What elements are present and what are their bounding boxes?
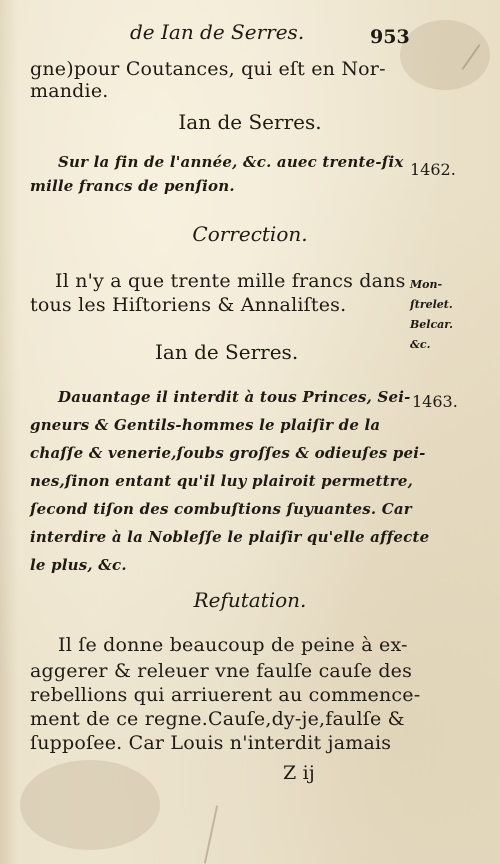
page-crease [204, 805, 218, 863]
quote-line: chaſſe & venerie,ſoubs groſſes & odieuſes pei- [30, 444, 426, 462]
margin-year: 1462. [410, 160, 456, 179]
section-heading: Ian de Serres. [155, 340, 299, 364]
section-heading: Ian de Serres. [178, 110, 322, 134]
refutation-line: ment de ce regne.Cauſe,dy-je,faulſe & [30, 708, 405, 730]
margin-note: &c. [410, 338, 431, 351]
section-heading-correction: Correction. [192, 222, 308, 246]
quote-line: ſecond tiſon des combuſtions ſuyuantes. Car [30, 500, 412, 518]
margin-note: ſtrelet. [410, 298, 453, 311]
page-number: 953 [370, 26, 410, 48]
correction-line: tous les Hiſtoriens & Annaliſtes. [30, 294, 347, 316]
refutation-line: Il ſe donne beaucoup de peine à ex- [58, 634, 408, 656]
margin-year: 1463. [412, 392, 458, 411]
refutation-line: aggerer & releuer vne faulſe cauſe des [30, 660, 413, 682]
quote-line: mille francs de penſion. [30, 177, 235, 195]
running-title: de Ian de Serres. [130, 20, 305, 44]
quote-line: interdire à la Nobleſſe le plaiſir qu'elle affecte [30, 528, 430, 546]
section-heading-refutation: Refutation. [193, 588, 307, 612]
refutation-line: rebellions qui arriuerent au commence- [30, 684, 421, 706]
body-line: mandie. [30, 80, 109, 102]
quote-line: nes,ſinon entant qu'il luy plairoit permettre, [30, 472, 414, 490]
margin-note: Belcar. [410, 318, 453, 331]
refutation-line: ſuppoſee. Car Louis n'interdit jamais [30, 732, 392, 754]
quote-line: Dauantage il interdit à tous Princes, Sei- [58, 388, 411, 406]
quote-line: gneurs & Gentils-hommes le plaiſir de la [30, 416, 381, 434]
paper-stain [20, 760, 160, 850]
body-line: gne)pour Coutances, qui eſt en Nor- [30, 58, 386, 80]
quote-line: le plus, &c. [30, 556, 127, 574]
margin-note: Mon- [410, 278, 443, 291]
paper-stain [400, 20, 490, 90]
signature-mark: Z ij [283, 762, 316, 784]
quote-line: Sur la fin de l'année, &c. auec trente-ſix [58, 153, 404, 171]
correction-line: Il n'y a que trente mille francs dans [55, 270, 406, 292]
